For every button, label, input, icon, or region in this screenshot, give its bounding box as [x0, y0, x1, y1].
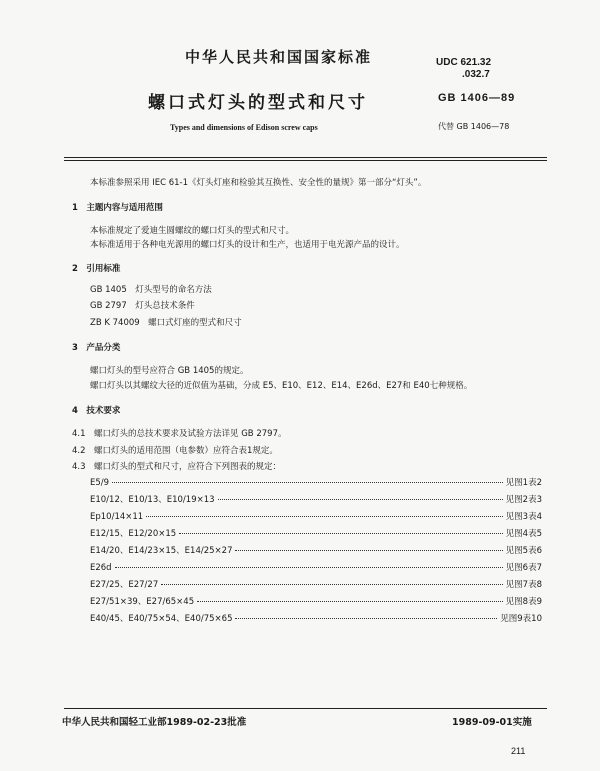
clause-4-3: 4.3 螺口灯头的型式和尺寸，应符合下列图表的规定： [72, 462, 282, 472]
clause-4-2: 4.2 螺口灯头的适用范围（电参数）应符合表1规定。 [72, 446, 278, 456]
page-number: 211 [511, 746, 526, 756]
toc-reference: 见图8表9 [505, 597, 542, 607]
leader-dots [146, 516, 502, 517]
header-divider [64, 157, 547, 161]
leader-dots [235, 618, 497, 619]
leader-dots [197, 601, 503, 602]
section-1-heading: 1 主题内容与适用范围 [72, 203, 163, 213]
section-3-paragraph-1: 螺口灯头的型号应符合 GB 1405的规定。 [90, 366, 249, 376]
toc-label: E40/45、E40/75×54、E40/75×65 [90, 614, 233, 624]
section-3-heading: 3 产品分类 [72, 343, 121, 353]
toc-reference: 见图3表4 [505, 512, 542, 522]
toc-reference: 见图2表3 [505, 495, 542, 505]
toc-row [90, 561, 542, 573]
toc-reference: 见图4表5 [505, 529, 542, 539]
reference-item: GB 1405 灯头型号的命名方法 [90, 285, 212, 295]
toc-label: Ep10/14×11 [90, 512, 144, 522]
toc-row [90, 595, 542, 607]
toc-reference: 见图9表10 [500, 614, 542, 624]
national-standard-title: 中华人民共和国国家标准 [185, 48, 373, 66]
toc-label: E5/9 [90, 478, 110, 488]
toc-reference: 见图6表7 [505, 563, 542, 573]
leader-dots [112, 482, 503, 483]
clause-4-1: 4.1 螺口灯头的总技术要求及试验方法详见 GB 2797。 [72, 429, 287, 439]
toc-label: E27/51×39、E27/65×45 [90, 597, 195, 607]
leader-dots [161, 584, 502, 585]
section-4-heading: 4 技术要求 [72, 406, 121, 416]
toc-row [90, 612, 542, 624]
udc-code: UDC 621.32 [436, 57, 492, 68]
document-title: 螺口式灯头的型式和尺寸 [148, 93, 368, 113]
section-2-heading: 2 引用标准 [72, 264, 121, 274]
implementation-date: 1989-09-01实施 [452, 717, 532, 728]
section-3-paragraph-2: 螺口灯头以其螺纹大径的近似值为基础，分成 E5、E10、E12、E14、E26d、E27和 E40七种规格。 [90, 381, 473, 391]
footer-divider [64, 708, 547, 709]
toc-label: E26d [90, 563, 112, 573]
toc-row [90, 527, 542, 539]
leader-dots [235, 550, 502, 551]
toc-label: E27/25、E27/27 [90, 580, 159, 590]
intro-paragraph: 本标准参照采用 IEC 61-1《灯头灯座和检验其互换性、安全性的量规》第一部分“灯头”。 [90, 178, 427, 188]
udc-code-continued: .032.7 [462, 69, 490, 80]
leader-dots [179, 533, 503, 534]
english-title: Types and dimensions of Edison screw caps [170, 123, 318, 132]
section-1-paragraph-2: 本标准适用于各种电光源用的螺口灯头的设计和生产，也适用于电光源产品的设计。 [90, 240, 405, 250]
toc-reference: 见图1表2 [505, 478, 542, 488]
toc-reference: 见图5表6 [505, 546, 542, 556]
approval-statement: 中华人民共和国轻工业部1989-02-23批准 [62, 717, 247, 728]
toc-row [90, 510, 542, 522]
toc-row [90, 544, 542, 556]
toc-label: E14/20、E14/23×15、E14/25×27 [90, 546, 233, 556]
toc-label: E10/12、E10/13、E10/19×13 [90, 495, 215, 505]
standard-number: GB 1406—89 [438, 92, 516, 104]
section-1-paragraph-1: 本标准规定了爱迪生圆螺纹的螺口灯头的型式和尺寸。 [90, 226, 295, 236]
replaces-standard: 代替 GB 1406—78 [438, 122, 510, 131]
reference-item: ZB K 74009 螺口式灯座的型式和尺寸 [90, 318, 242, 328]
leader-dots [115, 567, 503, 568]
toc-row [90, 476, 542, 488]
toc-row [90, 578, 542, 590]
toc-reference: 见图7表8 [505, 580, 542, 590]
toc-row [90, 493, 542, 505]
reference-item: GB 2797 灯头总技术条件 [90, 301, 195, 311]
leader-dots [218, 499, 503, 500]
toc-label: E12/15、E12/20×15 [90, 529, 177, 539]
